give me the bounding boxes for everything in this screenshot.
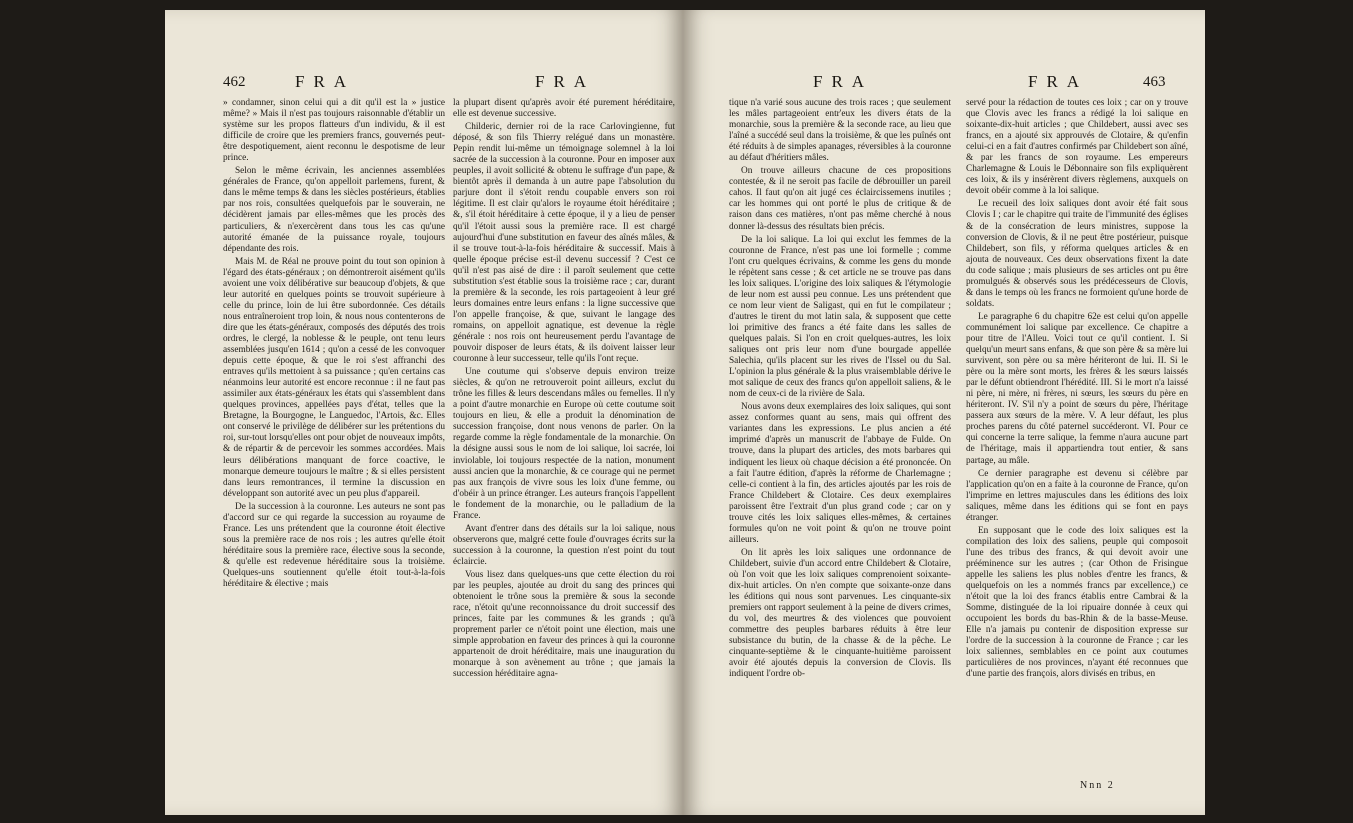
running-head-right-2: FRA	[1028, 72, 1089, 91]
paragraph: En supposant que le code des loix saliques est la compilation des loix des saliens, peuple qui composoit l'une des tribus des francs, & qui devoit avoir une prééminence sur les autres ; (car Othon de Frisingue appelle les saliens les plus nobles d'entre les francs, & quelquefois on les a nommés francs par excellence,) ce n'étoit que la loi des francs établis entre Cambrai & la Somme, distinguée de la loi ripuaire donnée à ceux qui occupoient les bords du bas-Rhin & de la basse-Meuse. Elle n'a jamais pu contenir de disposition expresse sur l'ordre de la succession à la couronne de France ; car les loix saliennes, semblables en ce point aux coutumes particulières de nos provinces, n'ayant été reconnues que d'une partie des françois, alors divisés en tribus, en	[966, 525, 1188, 680]
left-page	[165, 10, 683, 815]
running-head-right: FRA	[813, 72, 874, 91]
paragraph: Vous lisez dans quelques-uns que cette élection du roi par les peuples, ajoutée au droit du sang des princes qui obtenoient le trône sous la première & sous la seconde race, n'étoit qu'une reconnoissance du droit successif des princes, faite par les communes & les grands ; qu'à proprement parler ce n'étoit point une élection, mais une simple approbation en faveur des princes à qui la couronne appartenoit de droit héréditaire, mais une inauguration du monarque à son avènement au trône ; que jamais la succession héréditaire agna-	[453, 569, 675, 680]
paragraph: Ce dernier paragraphe est devenu si célèbre par l'application qu'on en a faite à la couronne de France, qu'on l'imprime en lettres majuscules dans les éditions des loix saliques, même dans les éditions qui se font en pays étranger.	[966, 468, 1188, 523]
signature-mark: Nnn 2	[1080, 780, 1115, 791]
page-number-left: 462	[223, 74, 246, 90]
paragraph: Nous avons deux exemplaires des loix saliques, qui sont assez conformes quant au sens, mais qui offrent des variantes dans les expressions. Le plus ancien a été imprimé d'après un manuscrit de l'abbaye de Fulde. On trouve, dans la plupart des articles, des mots barbares qui indiquent les lieux où chaque décision a été prononcée. On a fait l'autre édition, d'après la réforme de Charlemagne ; celle-ci contient à la fin, des articles ajoutés par les rois de France Childebert & Clotaire. Ces deux exemplaires paroissent être l'extrait d'un plus grand code ; car on y trouve cités les loix saliques elles-mêmes, & certaines formules qu'on ne voit point & qu'on ne trouve point ailleurs.	[729, 402, 951, 545]
paragraph: On trouve ailleurs chacune de ces propositions contestée, & il ne seroit pas facile de débrouiller un pareil cahos. Il faut qu'on ait jugé ces éclaircissemens inutiles ; car les hommes qui ont porté le plus de critique & de raison dans ces matières, n'ont pas même cherché à nous donner là-dessus des résultats bien précis.	[729, 166, 951, 232]
paragraph: Une coutume qui s'observe depuis environ treize siècles, & qu'on ne retrouveroit point ailleurs, exclut du trône les filles & leurs descendans mâles ou femelles. Il n'y a point d'autre monarchie en Europe où cette coutume soit toujours en lieu, & elle a produit la dénomination de succession françoise, dont nous venons de parler. On la regarde comme la règle fondamentale de la monarchie. On la désigne aussi sous le nom de loi salique, loi sacrée, loi inviolable, loi toujours respectée de la nation, monument aussi ancien que la monarchie, & ce courage qui ne permet pas aux françois de vivre sous les loix d'une femme, ou d'obéir à un prince étranger. Les auteurs françois l'appellent le fondement de la monarchie, ou le palladium de la France.	[453, 367, 675, 521]
left-column-2	[453, 98, 675, 798]
paragraph: Childeric, dernier roi de la race Carlovingienne, fut déposé, & son fils Thierry relégué dans un monastère. Pepin rendit lui-même un témoignage solemnel à la loi sacrée de la succession à la couronne. Pour en imposer aux peuples, il avoit sollicité & obtenu le suffrage d'un pape, & bientôt après il demanda à un autre pape l'absolution du parjure dont il s'étoit rendu coupable envers son roi légitime. Il est clair qu'alors le royaume étoit héréditaire ; &, s'il étoit héréditaire à cette époque, il y a lieu de penser qu'il l'étoit aussi sous la première race. Il est chargé aujourd'hui d'une substitution en faveur des aînés mâles, & il se trouve tout-à-la-fois héréditaire & successif. Mais à quelle époque précise est-il devenu successif ? C'est ce qu'il n'est pas aisé de dire : il paroît seulement que cette substitution s'est établie sous la troisième race ; car, durant la première & la seconde, les rois partageoient à leur gré leurs domaines entre leurs enfans : la ligne successive que l'on appelle françoise, & que, suivant le langage des romains, on appelloit agnatique, est devenue la règle générale : nos rois ont heureusement perdu l'avantage de pouvoir disposer de leurs états, & ils doivent laisser leur couronne à leur successeur, telle qu'ils l'ont reçue.	[453, 122, 675, 365]
paragraph: servé pour la rédaction de toutes ces loix ; car on y trouve que Clovis avec les francs a rédigé la loi salique en soixante-dix-huit articles ; que Childebert, aussi avec ses francs, en a ajouté six approuvés de Clotaire, & qu'enfin celui-ci en a fait d'autres confirmés par Childebert son aîné, & par les francs de son royaume. Les empereurs Charlemagne & Louis le Débonnaire son fils expliquèrent ces loix, & ils y insérèrent divers règlemens, auxquels on devoit obéir comme à la loi salique.	[966, 98, 1188, 197]
paragraph: » condamner, sinon celui qui a dit qu'il est la » justice même? » Mais il n'est pas toujours raisonnable d'établir un système sur les propos flatteurs d'un individu, & il est difficile de croire que les premiers francs, gouvernés peut-être despotiquement, aient reconnu le despotisme de leur prince.	[223, 98, 445, 164]
paragraph: tique n'a varié sous aucune des trois races ; que seulement les mâles partageoient entr'eux les divers états de la monarchie, sous la première & la seconde race, au lieu que l'aîné a succédé seul dans la troisième, & que les puînés ont été réduits à de simples apanages, réversibles à la couronne au défaut d'héritiers mâles.	[729, 98, 951, 164]
paragraph: Le paragraphe 6 du chapitre 62e est celui qu'on appelle communément loi salique par excellence. Ce chapitre a pour titre de l'Alleu. Voici tout ce qu'il contient. I. Si quelqu'un meurt sans enfans, & que son père & sa mère lui survivent, son père ou sa mère hériteront de lui. II. Si le père ou la mère sont morts, les frères & les sœurs laissés par le défunt obtiendront l'hérédité. III. Si le mort n'a laissé ni père, ni mère, ni frères, ni sœurs, les sœurs du père en hériteront. IV. S'il n'y a point de sœurs du père, l'héritage passera aux sœurs de la mère. V. A leur défaut, les plus proches parens du côté paternel succéderont. VI. Pour ce qui concerne la terre salique, la femme n'aura aucune part de l'héritage, mais il appartiendra tout entier, & sans partage, au mâle.	[966, 311, 1188, 466]
right-column-1	[729, 98, 951, 798]
paragraph: De la succession à la couronne. Les auteurs ne sont pas d'accord sur ce qui regarde la succession au royaume de France. Les uns prétendent que la couronne étoit élective sous la première race de nos rois ; les autres qu'elle étoit héréditaire sous la première race, élective sous la seconde, & qu'elle est redevenue héréditaire sous la troisième. Quelques-uns soutiennent qu'elle étoit tout-à-la-fois héréditaire & élective ; mais	[223, 501, 445, 590]
paragraph: Avant d'entrer dans des détails sur la loi salique, nous observerons que, malgré cette foule d'ouvrages écrits sur la succession à la couronne, la question n'est point du tout éclaircie.	[453, 523, 675, 567]
right-column-2	[966, 98, 1188, 798]
paragraph: Selon le même écrivain, les anciennes assemblées générales de France, qu'on appelloit parlemens, furent, & dans le même temps & dans les siècles postérieurs, établies par nos rois, consultées quelquefois par le souverain, ne décidèrent jamais par elles-mêmes que les procès des particuliers, & n'exercèrent dans tous les cas qu'une autorité émanée de la puissance royale, toujours dépendante des rois.	[223, 166, 445, 254]
paragraph: la plupart disent qu'après avoir été purement héréditaire, elle est devenue successive.	[453, 98, 675, 120]
paragraph: De la loi salique. La loi qui exclut les femmes de la couronne de France, n'est pas une loi formelle ; comme l'ont cru quelques écrivains, & comme les gens du monde le répètent sans cesse ; & cet article ne se trouve pas dans les loix saliques. L'origine des loix saliques & l'étymologie de leur nom est aussi peu connue. Les uns prétendent que ce nom leur vient de Saligast, qui en fut le compilateur ; d'autres le tirent du mot latin sala, & supposent que cette loi primitive des francs a été faite dans les salles de quelques palais. Si l'on en croit quelques-autres, les loix saliques ont pris leur nom d'une bourgade appellée Salechia, qu'ils placent sur les rives de l'Issel ou du Sal. L'opinion la plus générale & la plus vraisemblable dérive le mot salique de ceux des francs qu'on appelloit saliens, & le nom de ceux-ci de la rivière de Sala.	[729, 234, 951, 400]
page-number-right: 463	[1143, 74, 1166, 90]
running-head-left-2: FRA	[535, 72, 596, 91]
right-page	[683, 10, 1205, 815]
paragraph: On lit après les loix saliques une ordonnance de Childebert, suivie d'un accord entre Childebert & Clotaire, où l'on voit que les loix saliques comprenoient soixante-dix-huit articles. On n'en compte que soixante-onze dans les éditions qui nous sont parvenues. Les cinquante-six premiers ont rapport seulement à la peine de divers crimes, du vol, des meurtres & des violences que pouvoient commettre des peuples barbares réduits à être leur subsistance du butin, de la chasse & de la pêche. Le cinquante-septième & le cinquante-huitième paroissent avoir été ajoutés depuis la conversion de Clovis. Ils indiquent l'ordre ob-	[729, 547, 951, 680]
paragraph: Mais M. de Réal ne prouve point du tout son opinion à l'égard des états-généraux ; on démontreroit aisément qu'ils avoient une voix délibérative sur beaucoup d'objets, & que leur autorité en quelques points se trouvoit supérieure à celle du prince, loin de lui être subordonnée. Ces détails nous entraîneroient trop loin, & nous nous contenterons de dire que les états-généraux, composés des députés des trois ordres, le clergé, la noblesse & le peuple, ont tenu leurs assemblées jusqu'en 1614 ; qu'on a cessé de les convoquer depuis cette époque, & que le roi s'est affranchi des entraves qu'ils mettoient à sa puissance ; qu'en certains cas néanmoins leur autorité est encore reconnue : il ne faut pas assimiler aux états-généraux les états qui s'assemblent dans quelques provinces, appellées pays d'état, telles que la Bretagne, la Bourgogne, le Languedoc, l'Artois, &c. Elles ont conservé le privilège de délibérer sur les prétentions du roi, sur-tout lorsqu'elles ont pour objet de nouveaux impôts, & de répartir & de percevoir les sommes accordées. Mais leurs délibérations manquant de force coactive, le monarque demeure toujours le maître ; & si elles persistent dans leurs remontrances, il termine la discussion en développant son autorité avec un peu plus d'appareil.	[223, 256, 445, 499]
running-head-left: FRA	[295, 72, 356, 91]
left-column-1	[223, 98, 445, 798]
paragraph: Le recueil des loix saliques dont avoir été fait sous Clovis I ; car le chapitre qui traite de l'immunité des églises & de la consécration de leurs ministres, suppose la conversion de Clovis, & il ne peut être postérieur, puisque Childebert, son fils, y réforma quelques articles & en ajouta de nouveaux. Ces deux observations fixent la date du code salique ; mais plusieurs de ses articles ont pu être promulgués & observés sous les prédécesseurs de Clovis, & dans le temps où les francs ne formoient qu'une horde de soldats.	[966, 199, 1188, 309]
